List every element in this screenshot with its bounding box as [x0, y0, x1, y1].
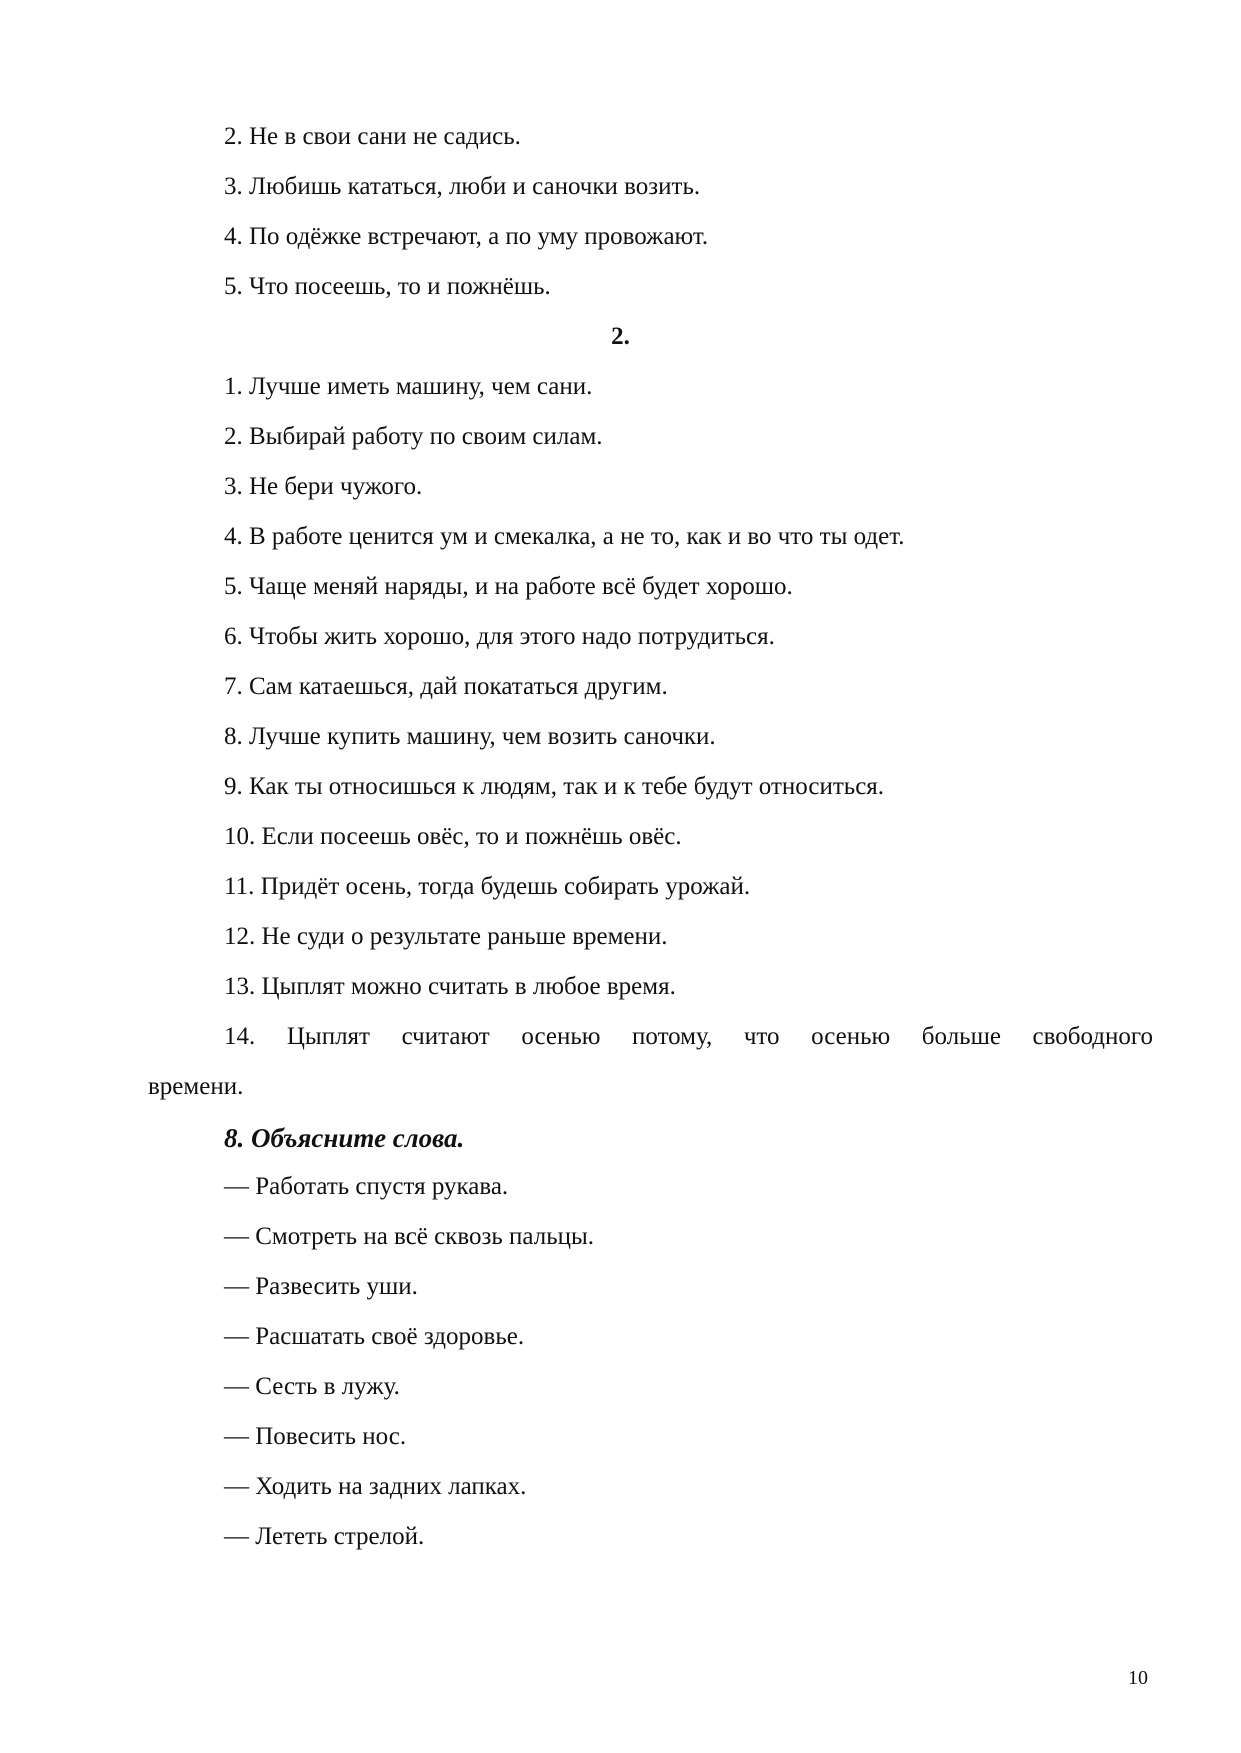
list-item-14-continuation: времени. [148, 1073, 244, 1100]
proverb-line: 2. Не в свои сани не садись. [224, 123, 521, 150]
list-item: 12. Не суди о результате раньше времени. [224, 923, 668, 950]
list-item: 4. В работе ценится ум и смекалка, а не то, как и во что ты одет. [224, 523, 905, 550]
task-8-item: — Ходить на задних лапках. [224, 1473, 527, 1500]
task-8-item: — Лететь стрелой. [224, 1523, 425, 1550]
task-8-item: — Развесить уши. [224, 1273, 418, 1300]
task-8-item: — Повесить нос. [224, 1423, 407, 1450]
task-8-item: — Сесть в лужу. [224, 1373, 400, 1400]
list-item: 2. Выбирай работу по своим силам. [224, 423, 603, 450]
page-number: 10 [1128, 1667, 1148, 1689]
list-item: 3. Не бери чужого. [224, 473, 423, 500]
list-item: 7. Сам катаешься, дай покататься другим. [224, 673, 668, 700]
list-item: 10. Если посеешь овёс, то и пожнёшь овёс. [224, 823, 682, 850]
list-item: 8. Лучше купить машину, чем возить саночки. [224, 723, 716, 750]
proverb-line: 4. По одёжке встречают, а по уму провожают. [224, 223, 709, 250]
proverb-line: 3. Любишь кататься, люби и саночки возить. [224, 173, 701, 200]
list-item: 6. Чтобы жить хорошо, для этого надо потрудиться. [224, 623, 775, 650]
proverb-line: 5. Что посеешь, то и пожнёшь. [224, 273, 551, 300]
list-item: 9. Как ты относишься к людям, так и к тебе будут относиться. [224, 773, 885, 800]
section-heading: 2. [611, 323, 630, 350]
task-8-title: 8. Объясните слова. [224, 1123, 465, 1153]
list-item: 5. Чаще меняй наряды, и на работе всё будет хорошо. [224, 573, 793, 600]
list-item: 13. Цыплят можно считать в любое время. [224, 973, 676, 1000]
list-item-14-first-line: 14. Цыплят считают осенью потому, что осенью больше свободного [224, 1023, 1153, 1050]
list-item: 11. Придёт осень, тогда будешь собирать урожай. [224, 873, 751, 900]
task-8-item: — Расшатать своё здоровье. [224, 1323, 525, 1350]
list-item: 1. Лучше иметь машину, чем сани. [224, 373, 593, 400]
task-8-item: — Работать спустя рукава. [224, 1173, 509, 1200]
task-8-item: — Смотреть на всё сквозь пальцы. [224, 1223, 595, 1250]
